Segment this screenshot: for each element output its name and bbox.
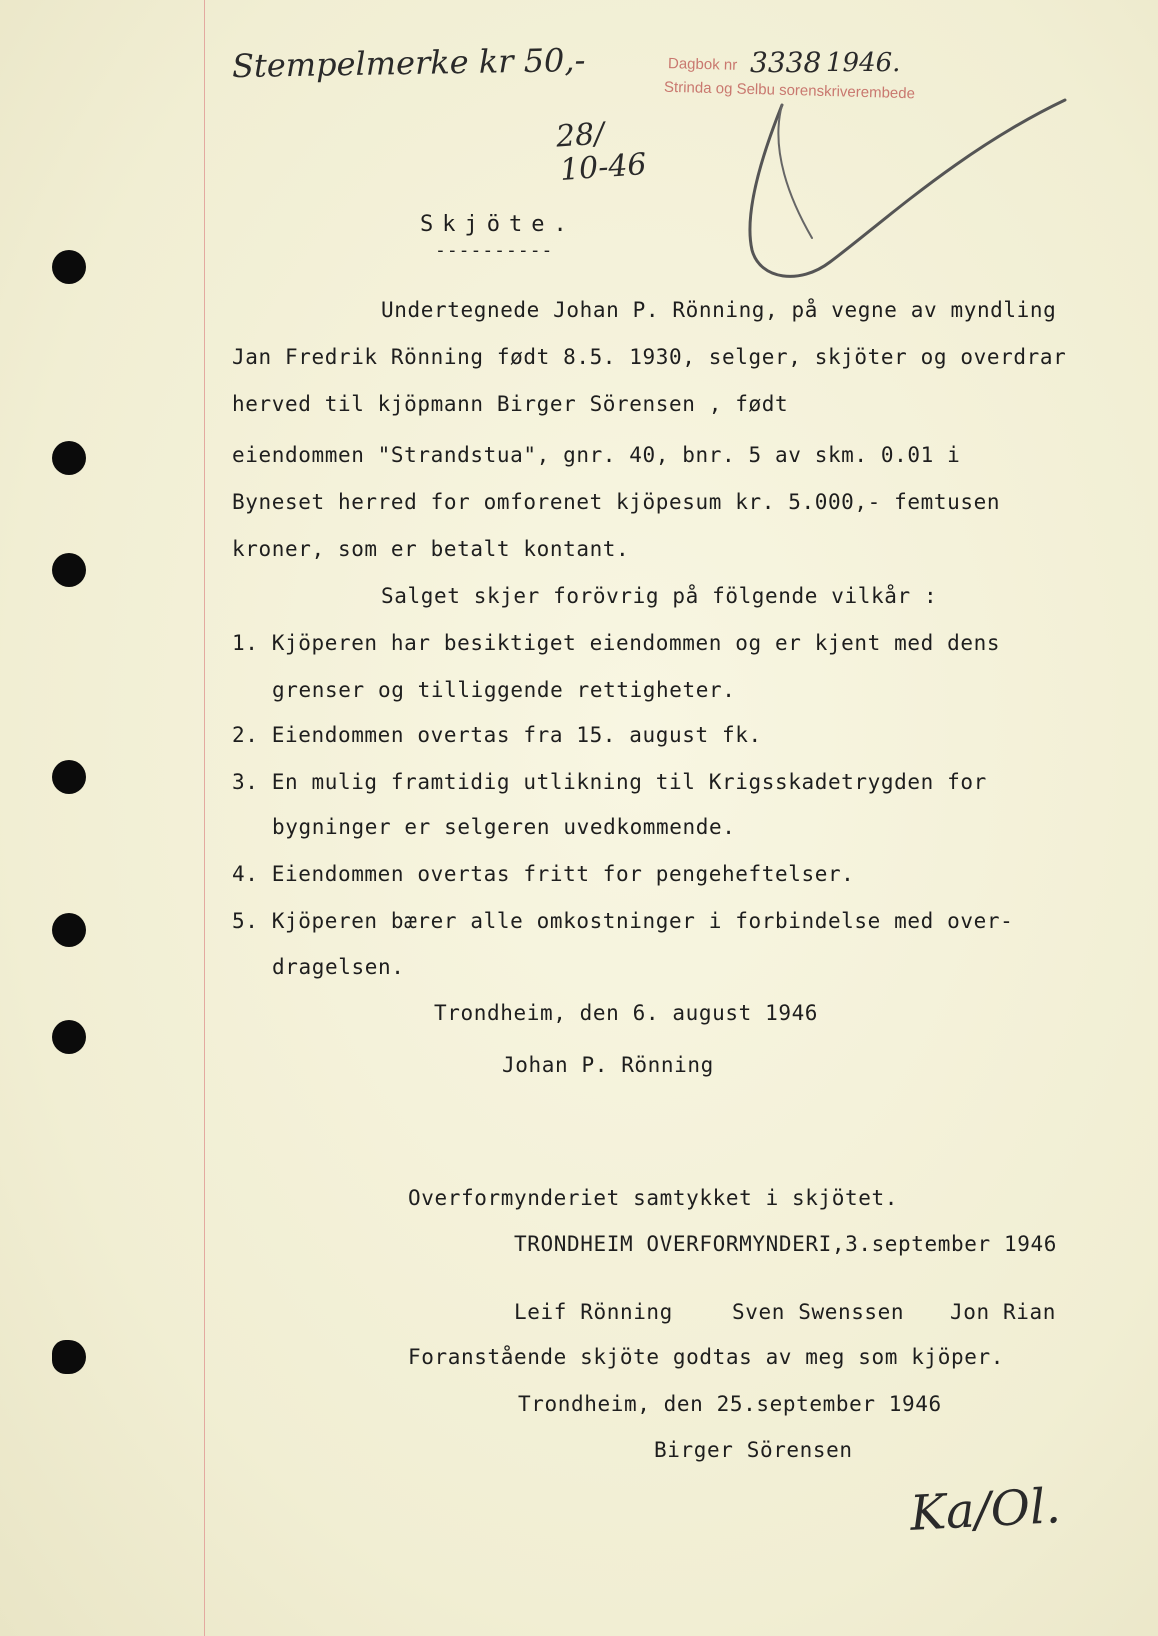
handwritten-initials: Ka/Ol.	[908, 1478, 1062, 1542]
condition-item: 2. Eiendommen overtas fra 15. august fk.	[232, 723, 762, 747]
buyer-place-date: Trondheim, den 25.september 1946	[518, 1392, 942, 1416]
handwritten-registry-year: 1946.	[826, 48, 901, 78]
document-title: Skjöte.	[420, 212, 576, 237]
handwritten-date-month-year: 10-46	[558, 147, 648, 188]
punch-hole	[52, 441, 86, 475]
condition-item-continuation: grenser og tilliggende rettigheter.	[272, 678, 736, 702]
condition-item: 4. Eiendommen overtas fritt for pengeheftelser.	[232, 862, 855, 886]
body-line: Jan Fredrik Rönning født 8.5. 1930, selger, skjöter og overdrar	[232, 345, 1067, 369]
signatory-name: Jon Rian	[950, 1300, 1056, 1324]
punch-hole	[52, 760, 86, 794]
guardianship-place-date: TRONDHEIM OVERFORMYNDERI,3.september 1946	[514, 1232, 1057, 1256]
punch-hole	[52, 250, 86, 284]
guardianship-consent: Overformynderiet samtykket i skjötet.	[408, 1186, 898, 1210]
handwritten-date-day: 28/	[554, 116, 606, 155]
registry-stamp-line2: Strinda og Selbu sorenskriverembede	[663, 78, 916, 103]
stamp-label: Dagbok nr	[667, 55, 738, 74]
registry-stamp-line1	[668, 55, 738, 74]
signatory-name: Sven Swenssen	[732, 1300, 905, 1324]
body-line: Salget skjer forövrig på fölgende vilkår :	[381, 584, 938, 608]
signatory-name: Leif Rönning	[514, 1300, 673, 1324]
margin-line	[204, 0, 205, 1636]
body-line: Byneset herred for omforenet kjöpesum kr. 5.000,- femtusen	[232, 490, 1001, 514]
body-line: Undertegnede Johan P. Rönning, på vegne av myndling	[381, 298, 1057, 322]
body-line: kroner, som er betalt kontant.	[232, 537, 630, 561]
condition-item-continuation: dragelsen.	[272, 955, 405, 979]
condition-item: 5. Kjöperen bærer alle omkostninger i forbindelse med over-	[232, 909, 1014, 933]
place-date-line: Trondheim, den 6. august 1946	[434, 1001, 819, 1025]
condition-item: 1. Kjöperen har besiktiget eiendommen og er kjent med dens	[232, 631, 1001, 655]
buyer-acceptance: Foranstående skjöte godtas av meg som kjöper.	[408, 1345, 1004, 1369]
handwritten-stamp-fee-note: Stempelmerke kr 50,-	[231, 40, 586, 86]
condition-item: 3. En mulig framtidig utlikning til Krigsskadetrygden for	[232, 770, 987, 794]
seller-signature-name: Johan P. Rönning	[502, 1053, 714, 1077]
buyer-signature-name: Birger Sörensen	[654, 1438, 853, 1462]
condition-item-continuation: bygninger er selgeren uvedkommende.	[272, 815, 736, 839]
handwritten-registry-number: 3338	[750, 46, 822, 79]
body-line: eiendommen "Strandstua", gnr. 40, bnr. 5 av skm. 0.01 i	[232, 443, 961, 467]
body-line: herved til kjöpmann Birger Sörensen , født	[232, 392, 789, 416]
punch-hole	[52, 913, 86, 947]
title-underline: ----------	[435, 240, 554, 261]
punch-hole	[52, 553, 86, 587]
punch-hole	[52, 1020, 86, 1054]
punch-hole	[52, 1340, 86, 1374]
